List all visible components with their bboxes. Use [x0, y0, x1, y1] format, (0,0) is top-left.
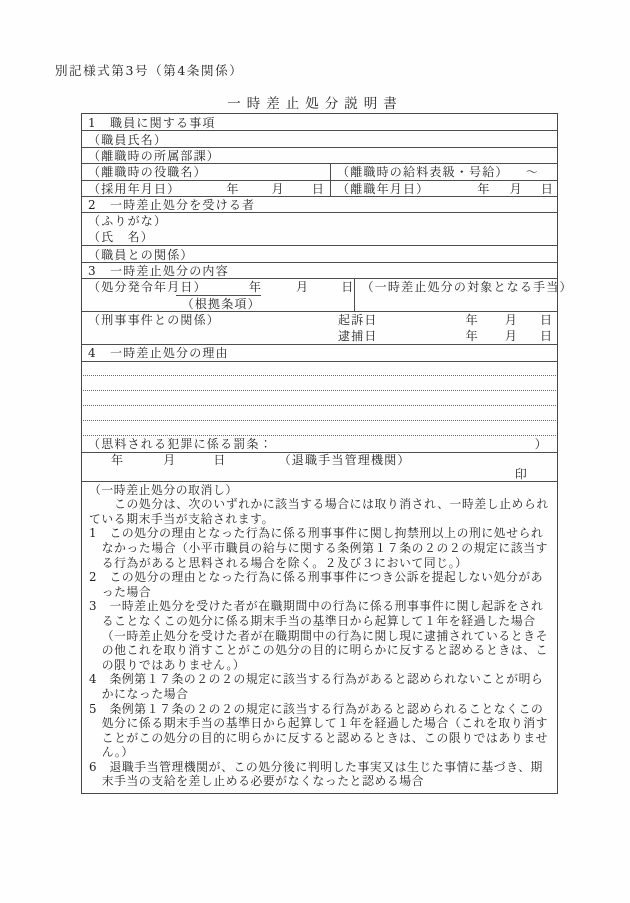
- position-cell: [82, 164, 330, 179]
- note-item-1: 1 この処分の理由となった行為に係る刑事事件に関し拘禁刑以上の刑に処せられなかった場合（小平市職員の給与に関する条例第１７条の２の２の規定に該当する行為があると思料される場合を除く。２及び３において同じ。）: [89, 526, 549, 570]
- employee-name-row: [82, 130, 557, 146]
- employee-name-label: （職員氏名）: [88, 132, 168, 147]
- section4-header-row: [82, 344, 557, 360]
- month-label: 月: [509, 181, 523, 196]
- document-title: 一時差止処分説明書: [227, 96, 403, 112]
- leave-date-cell: [330, 181, 557, 196]
- prosecution-line: [82, 312, 557, 328]
- year-label: 年: [477, 181, 491, 196]
- seal-line: [82, 468, 557, 481]
- hire-date-label: （採用年月日）: [88, 181, 181, 196]
- reason-dotted-line: [83, 391, 556, 406]
- day-label: 日: [540, 329, 554, 344]
- notes-title: （一時差止処分の取消し）: [89, 482, 238, 497]
- hire-date-cell: [82, 181, 330, 196]
- month-label: 月: [163, 453, 177, 468]
- month-label: 月: [271, 181, 285, 196]
- furigana-label: （ふりがな）: [88, 213, 168, 228]
- leave-date-label: （離職年月日）: [337, 181, 430, 196]
- criminal-case-label: （刑事事件との関係）: [88, 312, 221, 327]
- year-label: 年: [226, 181, 240, 196]
- order-allowance-rows: [82, 278, 573, 312]
- day-label: 日: [540, 312, 554, 327]
- arrest-line: [82, 328, 557, 344]
- order-date-cell: [82, 279, 354, 295]
- section2-header-row: [82, 196, 557, 212]
- month-label: 月: [504, 312, 519, 327]
- day-label: 日: [311, 181, 326, 196]
- salary-grade-cell: [330, 164, 557, 179]
- hire-leave-date-row: [82, 180, 557, 196]
- reason-writing-area: [82, 361, 557, 453]
- note-item-3: 3 一時差止処分を受けた者が在職期間中の行為に係る刑事事件に関し起訴をされることなくこの処分に係る期末手当の基準日から起算して１年を経過した場合（一時差止処分を受けた者が在職期間中の行為に関し現に逮捕されているときその他これを取り消すことがこの処分の目的に明らかに反すると認めるときは、この限りではありません。）: [89, 599, 549, 672]
- order-basis-column: [82, 279, 354, 311]
- penal-clause-label: （思料される犯罪に係る罰条：: [88, 437, 273, 452]
- criminal-case-spacer: [88, 328, 338, 344]
- month-label: 月: [504, 329, 519, 344]
- penal-clause-line: [82, 436, 557, 453]
- form-table: [81, 113, 573, 794]
- relation-row: [82, 245, 557, 261]
- legal-basis-label: （根拠条項）: [181, 297, 261, 312]
- section4-header: 4 一時差止処分の理由: [88, 346, 229, 361]
- signature-row: [82, 452, 557, 481]
- note-item-4: 4 条例第１７条の２の２の規定に該当する行為があると認められないことが明らかになった場合: [89, 672, 544, 701]
- department-row: [82, 147, 557, 163]
- reason-dotted-line: [83, 362, 556, 377]
- managing-org-label: （退職手当管理機関）: [278, 453, 411, 468]
- year-label: 年: [465, 329, 479, 344]
- reason-dotted-line: [83, 376, 556, 391]
- notes-intro: この処分は、次のいずれかに該当する場合には取り消され、一時差し止められている期末手当が支給されます。: [89, 497, 549, 526]
- target-allowance-label: （一時差止処分の対象となる手当）: [361, 280, 573, 295]
- cancellation-notes: [82, 481, 557, 793]
- order-date-label: （処分発令年月日）: [88, 279, 207, 294]
- section3-header-row: [82, 262, 557, 278]
- year-label: 年: [111, 453, 125, 468]
- day-label: 日: [341, 279, 355, 294]
- section1-header-row: [82, 114, 557, 130]
- form-reference: 別記様式第3号（第4条関係）: [55, 63, 244, 78]
- penal-clause-close-paren: ）: [534, 437, 548, 452]
- department-label: （離職時の所属部課）: [88, 148, 221, 163]
- recipient-name-label: （氏 名）: [88, 230, 155, 245]
- prosecution-date-label: 起訴日: [338, 312, 378, 327]
- salary-range-tilde: ～: [525, 165, 539, 180]
- note-item-5: 5 条例第１７条の２の２の規定に該当する行為があると認められることなくこの処分に係る期末手当の基準日から起算して１年を経過した場合（これを取り消すことがこの処分の目的に明らかに反すると認めるときは、この限りではありません。）: [89, 701, 549, 760]
- day-label: 日: [540, 181, 555, 196]
- section3-header: 3 一時差止処分の内容: [88, 263, 229, 278]
- signature-date-line: [82, 453, 557, 468]
- reason-dotted-line: [83, 406, 556, 421]
- seal-label: 印: [514, 467, 528, 482]
- day-label: 日: [213, 453, 227, 468]
- year-label: 年: [248, 279, 263, 294]
- legal-basis-cell: [176, 295, 261, 311]
- section1-header: 1 職員に関する事項: [88, 115, 216, 130]
- reason-dotted-line: [83, 421, 556, 436]
- note-item-6: 6 退職手当管理機関が、この処分後に判明した事実又は生じた事情に基づき、期末手当の支給を差し止める必要がなくなったと認める場合: [89, 759, 543, 789]
- arrest-date-label: 逮捕日: [338, 329, 378, 344]
- year-label: 年: [465, 312, 479, 327]
- relation-label: （職員との関係）: [88, 247, 194, 262]
- position-label: （離職時の役職名）: [88, 165, 207, 180]
- furigana-name-row: [82, 212, 557, 245]
- month-label: 月: [296, 279, 310, 294]
- salary-grade-label: （離職時の給料表級・号給）: [337, 165, 509, 180]
- section2-header: 2 一時差止処分を受ける者: [88, 198, 256, 213]
- target-allowance-cell: [354, 279, 572, 311]
- position-salary-row: [82, 163, 557, 179]
- criminal-case-row: [82, 311, 557, 344]
- note-item-2: 2 この処分の理由となった行為に係る刑事事件につき公訴を提起しない処分があった場合: [89, 570, 544, 599]
